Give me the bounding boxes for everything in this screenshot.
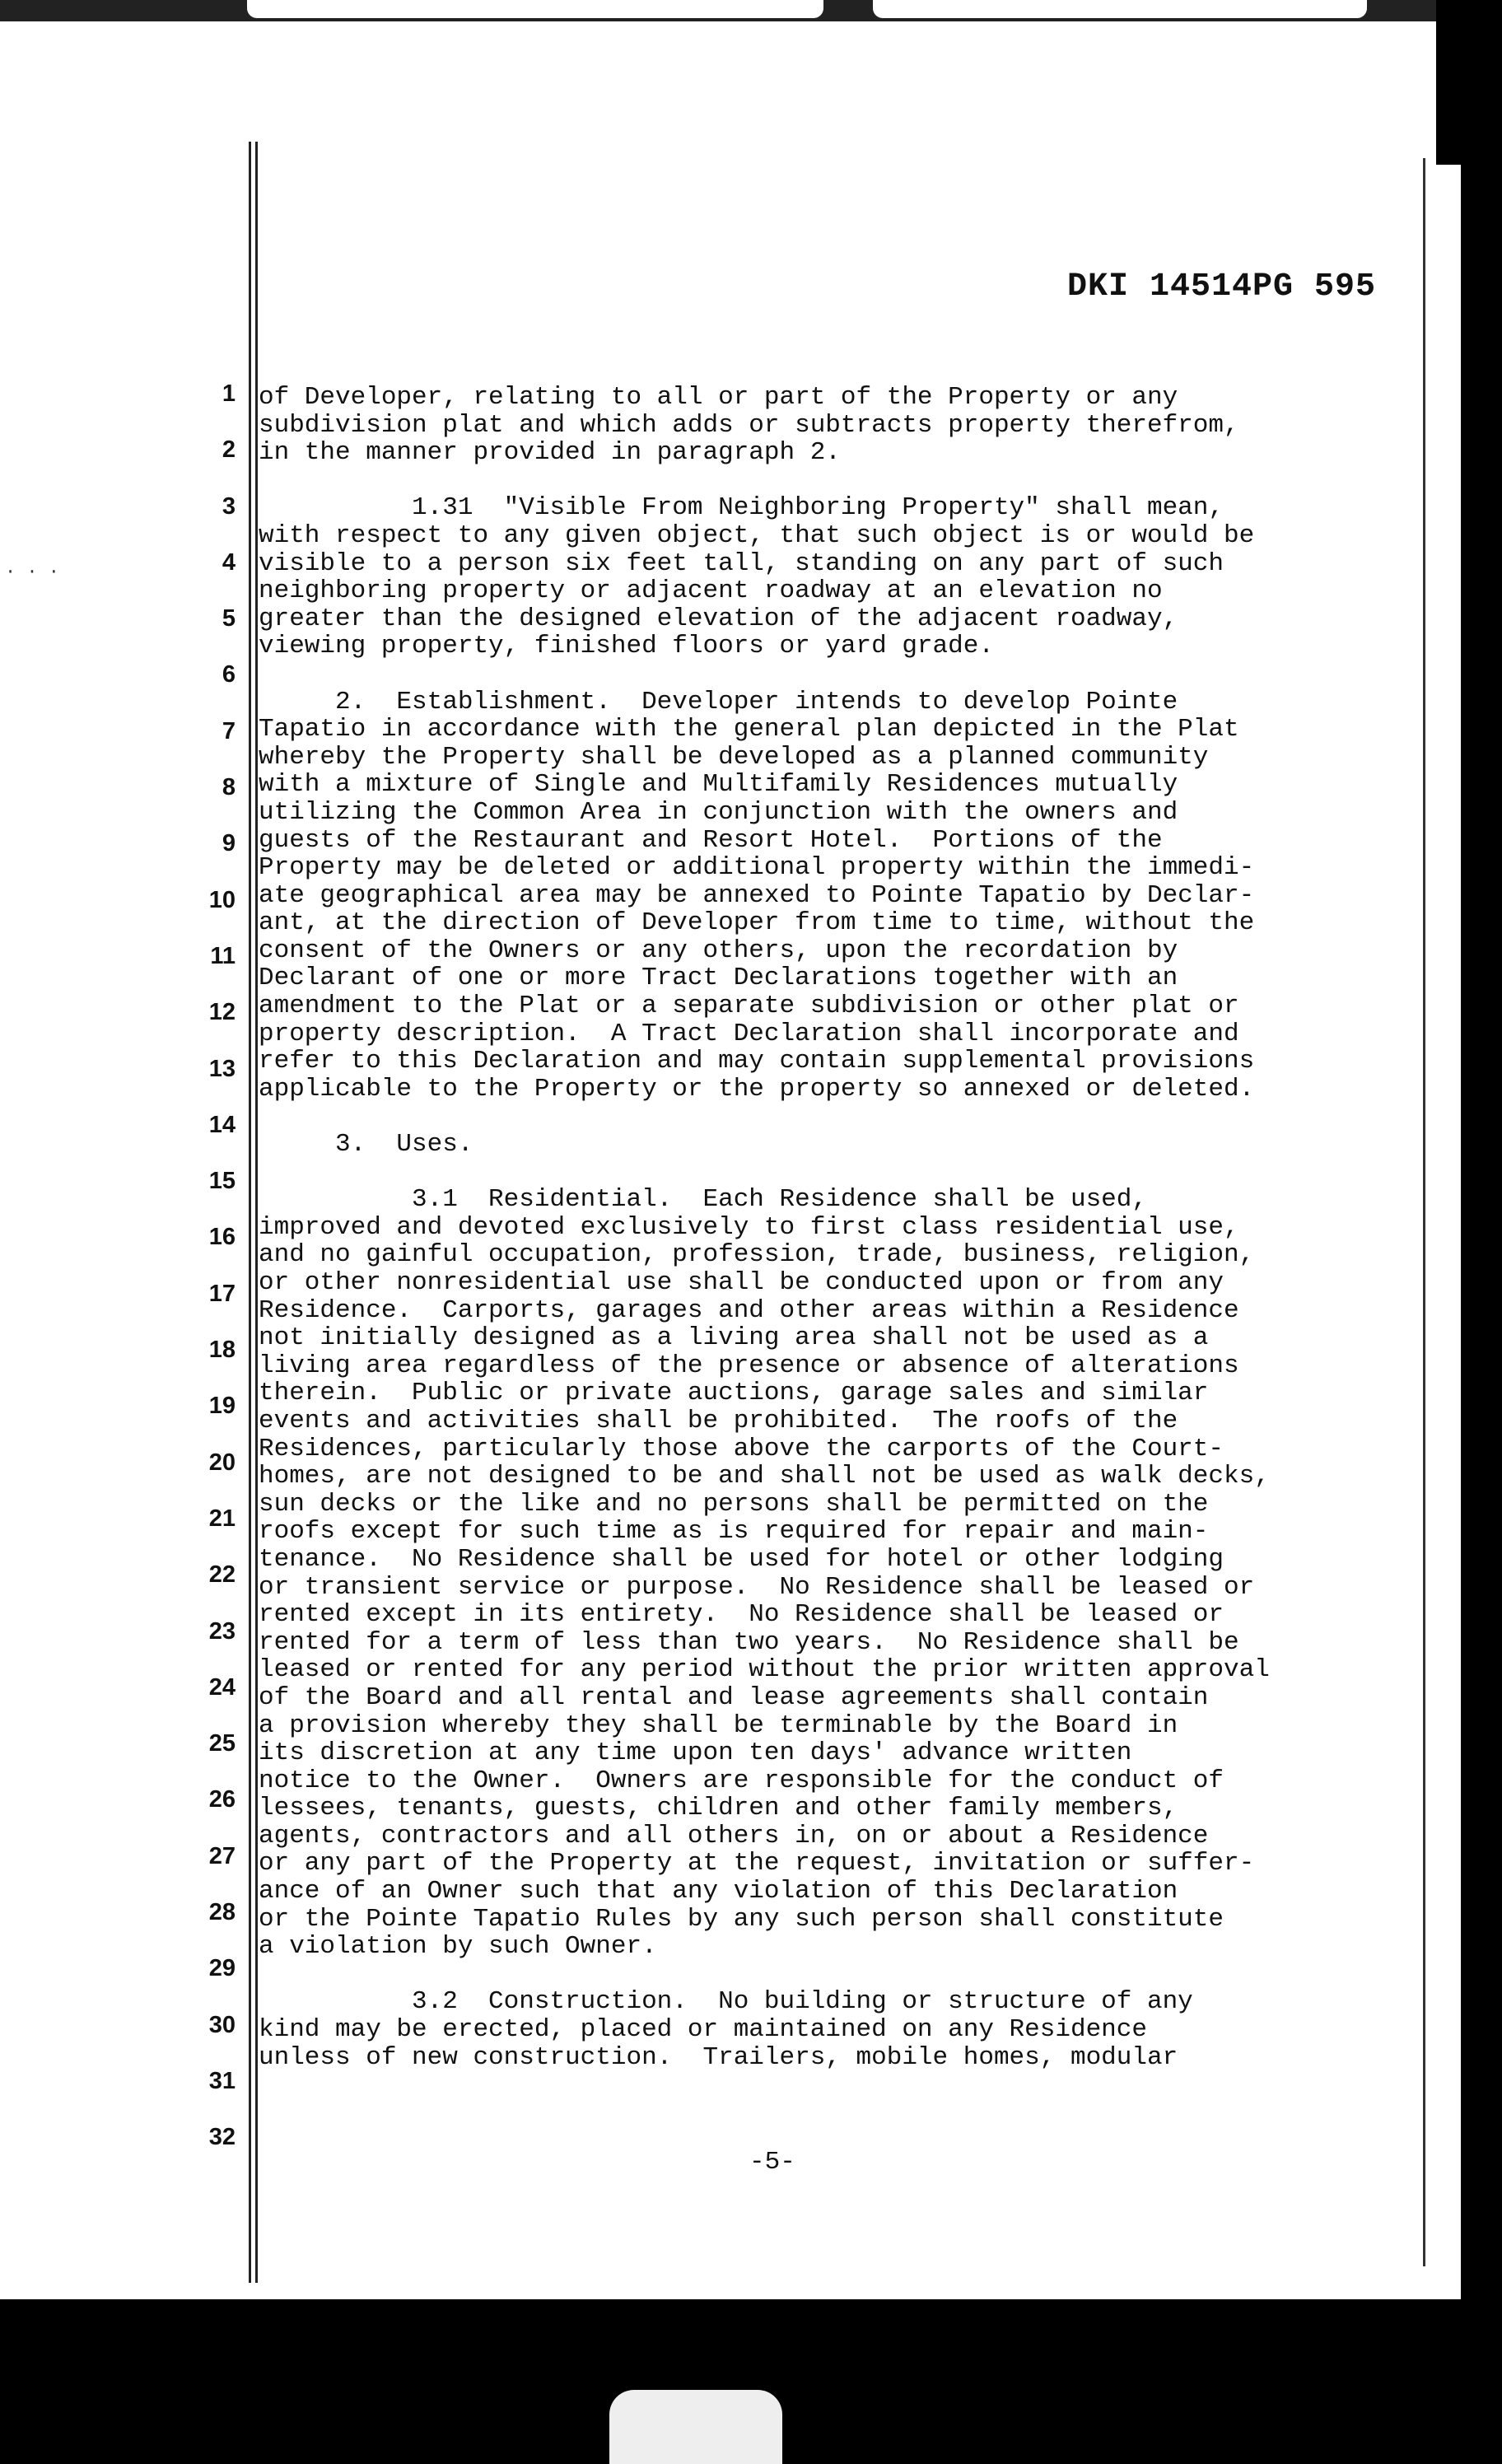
text-line: amendment to the Plat or a separate subdivision or other plat or — [259, 992, 1239, 1021]
document-body — [259, 384, 1395, 2071]
line-number: 30 — [208, 2011, 236, 2038]
text-line: Declarant of one or more Tract Declarations together with an — [259, 964, 1178, 993]
text-line: 3.2 Construction. No building or structure of any — [259, 1987, 1193, 2017]
right-margin-rule — [1423, 158, 1425, 2266]
line-number: 24 — [208, 1673, 236, 1701]
text-line: 3. Uses. — [259, 1130, 473, 1160]
line-number: 32 — [208, 2124, 236, 2151]
line-number: 15 — [208, 1168, 236, 1195]
text-line: 1.31 "Visible From Neighboring Property" shall mean, — [259, 493, 1224, 523]
text-line: sun decks or the like and no persons shall be permitted on the — [259, 1489, 1209, 1519]
line-number: 21 — [208, 1505, 236, 1532]
line-number: 29 — [208, 1955, 236, 1982]
text-line: events and activities shall be prohibited. The roofs of the — [259, 1406, 1178, 1435]
line-number: 9 — [222, 830, 236, 857]
text-line: applicable to the Property or the property so annexed or deleted. — [259, 1074, 1255, 1104]
text-line: of the Board and all rental and lease agreements shall contain — [259, 1682, 1209, 1712]
text-line: with respect to any given object, that such object is or would be — [259, 520, 1255, 550]
text-line: guests of the Restaurant and Resort Hotel. Portions of the — [259, 825, 1163, 855]
text-line: Residences, particularly those above the carports of the Court- — [259, 1434, 1224, 1463]
line-number: 14 — [208, 1111, 236, 1138]
text-line: notice to the Owner. Owners are responsible for the conduct of — [259, 1766, 1224, 1795]
line-numbers — [156, 380, 236, 2181]
text-line: kind may be erected, placed or maintained on any Residence — [259, 2015, 1147, 2045]
scan-edge-top — [0, 0, 1502, 21]
text-line: utilizing the Common Area in conjunction with the owners and — [259, 797, 1178, 827]
text-line: visible to a person six feet tall, standing on any part of such — [259, 548, 1224, 578]
line-number: 7 — [222, 717, 236, 744]
text-line: not initially designed as a living area shall not be used as a — [259, 1323, 1209, 1353]
page-number: -5- — [749, 2148, 795, 2177]
text-line: ance of an Owner such that any violation of this Declaration — [259, 1877, 1178, 1906]
line-number: 27 — [208, 1842, 236, 1869]
line-number: 3 — [222, 492, 236, 520]
paragraph-gap — [259, 660, 1395, 688]
text-line: rented except in its entirety. No Residence shall be leased or — [259, 1600, 1224, 1630]
text-line: 3.1 Residential. Each Residence shall be used, — [259, 1185, 1147, 1215]
line-number: 22 — [208, 1561, 236, 1589]
scan-edge-right — [1461, 148, 1502, 2462]
text-line: ant, at the direction of Developer from time to time, without the — [259, 908, 1255, 938]
text-line: roofs except for such time as is required for repair and main- — [259, 1517, 1209, 1547]
text-line: or other nonresidential use shall be conducted upon or from any — [259, 1268, 1224, 1297]
text-line: improved and devoted exclusively to first class residential use, — [259, 1212, 1239, 1242]
text-line: homes, are not designed to be and shall not be used as walk decks, — [259, 1462, 1270, 1491]
text-line: greater than the designed elevation of the adjacent roadway, — [259, 604, 1178, 633]
text-line: whereby the Property shall be developed as a planned community — [259, 742, 1209, 772]
text-line: 2. Establishment. Developer intends to develop Pointe — [259, 687, 1178, 716]
text-line: consent of the Owners or any others, upon the recordation by — [259, 936, 1178, 965]
line-number: 13 — [208, 1055, 236, 1082]
text-line: property description. A Tract Declaration shall incorporate and — [259, 1019, 1239, 1048]
text-line: of Developer, relating to all or part of the Property or any — [259, 383, 1178, 412]
line-number: 25 — [208, 1730, 236, 1757]
text-line: Property may be deleted or additional property within the immedi- — [259, 853, 1255, 883]
text-line: or transient service or purpose. No Residence shall be leased or — [259, 1572, 1255, 1602]
left-margin-rule-2 — [255, 142, 258, 2283]
line-number: 12 — [208, 999, 236, 1026]
text-line: unless of new construction. Trailers, mobile homes, modular — [259, 2042, 1178, 2072]
line-number: 10 — [208, 886, 236, 913]
line-number: 11 — [210, 942, 236, 969]
text-line: agents, contractors and all others in, on or about a Residence — [259, 1821, 1209, 1850]
text-line: subdivision plat and which adds or subtracts property therefrom, — [259, 410, 1239, 440]
line-number: 19 — [208, 1393, 236, 1420]
text-line: living area regardless of the presence or absence of alterations — [259, 1351, 1239, 1380]
line-number: 18 — [208, 1337, 236, 1364]
line-number: 20 — [208, 1449, 236, 1476]
line-number: 17 — [208, 1280, 236, 1307]
line-number: 28 — [208, 1899, 236, 1926]
scan-blot — [609, 2390, 782, 2464]
book-page-reference: DKI 14514PG 595 — [1067, 268, 1377, 306]
text-line: lessees, tenants, guests, children and other family members, — [259, 1794, 1178, 1823]
text-line: Residence. Carports, garages and other areas within a Residence — [259, 1295, 1239, 1325]
text-line: refer to this Declaration and may contain supplemental provisions — [259, 1047, 1255, 1076]
text-line: a provision whereby they shall be terminable by the Board in — [259, 1710, 1178, 1740]
line-number: 8 — [222, 774, 236, 801]
paragraph-gap — [259, 1159, 1395, 1187]
line-number: 5 — [222, 605, 236, 632]
paragraph-gap — [259, 467, 1395, 495]
line-number: 6 — [222, 661, 236, 688]
text-line: or any part of the Property at the request, invitation or suffer- — [259, 1849, 1255, 1878]
paragraph-gap — [259, 1103, 1395, 1131]
line-number: 23 — [208, 1617, 236, 1645]
line-number: 4 — [222, 548, 236, 576]
text-line: viewing property, finished floors or yard grade. — [259, 632, 994, 661]
text-line: in the manner provided in paragraph 2. — [259, 438, 841, 468]
left-margin-rule-1 — [249, 142, 251, 2283]
scan-edge-right-top — [1436, 0, 1502, 165]
line-number: 1 — [222, 380, 236, 407]
text-line: rented for a term of less than two years. No Residence shall be — [259, 1627, 1239, 1657]
text-line: its discretion at any time upon ten days' advance written — [259, 1738, 1132, 1768]
paragraph-gap — [259, 1961, 1395, 1989]
text-line: ate geographical area may be annexed to Pointe Tapatio by Declar- — [259, 880, 1255, 910]
text-line: and no gainful occupation, profession, trade, business, religion, — [259, 1240, 1255, 1270]
line-number: 26 — [208, 1786, 236, 1813]
text-line: Tapatio in accordance with the general plan depicted in the Plat — [259, 715, 1239, 744]
scan-edge-bottom — [0, 2299, 1502, 2464]
line-number: 16 — [208, 1224, 236, 1251]
text-line: or the Pointe Tapatio Rules by any such person shall constitute — [259, 1904, 1224, 1934]
text-line: therein. Public or private auctions, garage sales and similar — [259, 1379, 1209, 1408]
text-line: leased or rented for any period without the prior written approval — [259, 1655, 1270, 1685]
text-line: tenance. No Residence shall be used for hotel or other lodging — [259, 1544, 1224, 1574]
text-line: a violation by such Owner. — [259, 1932, 657, 1962]
text-line: with a mixture of Single and Multifamily Residences mutually — [259, 770, 1178, 800]
line-number: 31 — [208, 2067, 236, 2094]
scan-specks: · · · — [5, 562, 60, 582]
line-number: 2 — [222, 436, 236, 464]
text-line: neighboring property or adjacent roadway at an elevation no — [259, 576, 1163, 606]
